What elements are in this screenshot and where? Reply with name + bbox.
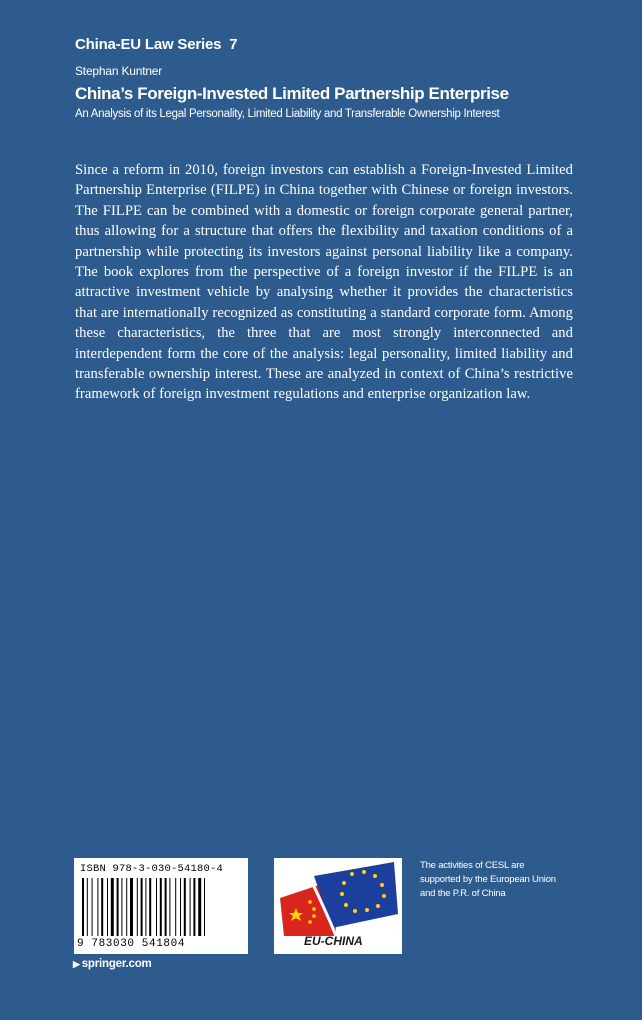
book-subtitle: An Analysis of its Legal Personality, Limited Liability and Transferable Ownership Interest <box>75 108 500 120</box>
isbn-barcode-box <box>74 858 248 954</box>
triangle-right-icon: ▶ <box>73 959 80 969</box>
series-title <box>75 36 237 53</box>
isbn-label: ISBN 978-3-030-54180-4 <box>80 863 224 875</box>
author-name: Stephan Kuntner <box>75 64 163 78</box>
book-title: China’s Foreign-Invested Limited Partnership Enterprise <box>75 84 509 103</box>
publisher-link[interactable] <box>73 958 152 970</box>
cesl-line-3: and the P.R. of China <box>420 888 506 899</box>
eu-china-logo <box>274 858 402 954</box>
book-description: Since a reform in 2010, foreign investors can establish a Foreign-Invested Limited Partnership Enterprise (FILPE) in China together with Chinese or foreign investors. The FILPE can be combined with a domestic or foreign corporate general partner, thus allowing for a structure that offers the flexibility and taxation conditions of a partnership while protecting its investors against personal liability like a company. The book explores from the perspective of a foreign investor if the FILPE is an attractive investment vehicle by analysing whether it provides the characteristics that are internationally recognized as constituting a standard corporate form. Among these characteristics, the three that are most strongly interconnected and interdependent form the core of the analysis: legal personality, limited liability and transferable ownership interest. These are analyzed in context of China’s restrictive framework of foreign investment regulations and enterprise organization law. <box>75 162 573 403</box>
cesl-support-note <box>420 859 590 901</box>
barcode-icon <box>82 878 240 936</box>
cesl-line-2: supported by the European Union <box>420 874 556 885</box>
publisher-link-text: springer.com <box>81 958 152 970</box>
eu-china-label: EU-CHINA <box>304 934 363 948</box>
series-name: China-EU Law Series <box>75 36 222 53</box>
cesl-line-1: The activities of CESL are <box>420 860 525 871</box>
series-number: 7 <box>229 36 238 53</box>
barcode-digits: 9 783030 541804 <box>77 938 186 950</box>
